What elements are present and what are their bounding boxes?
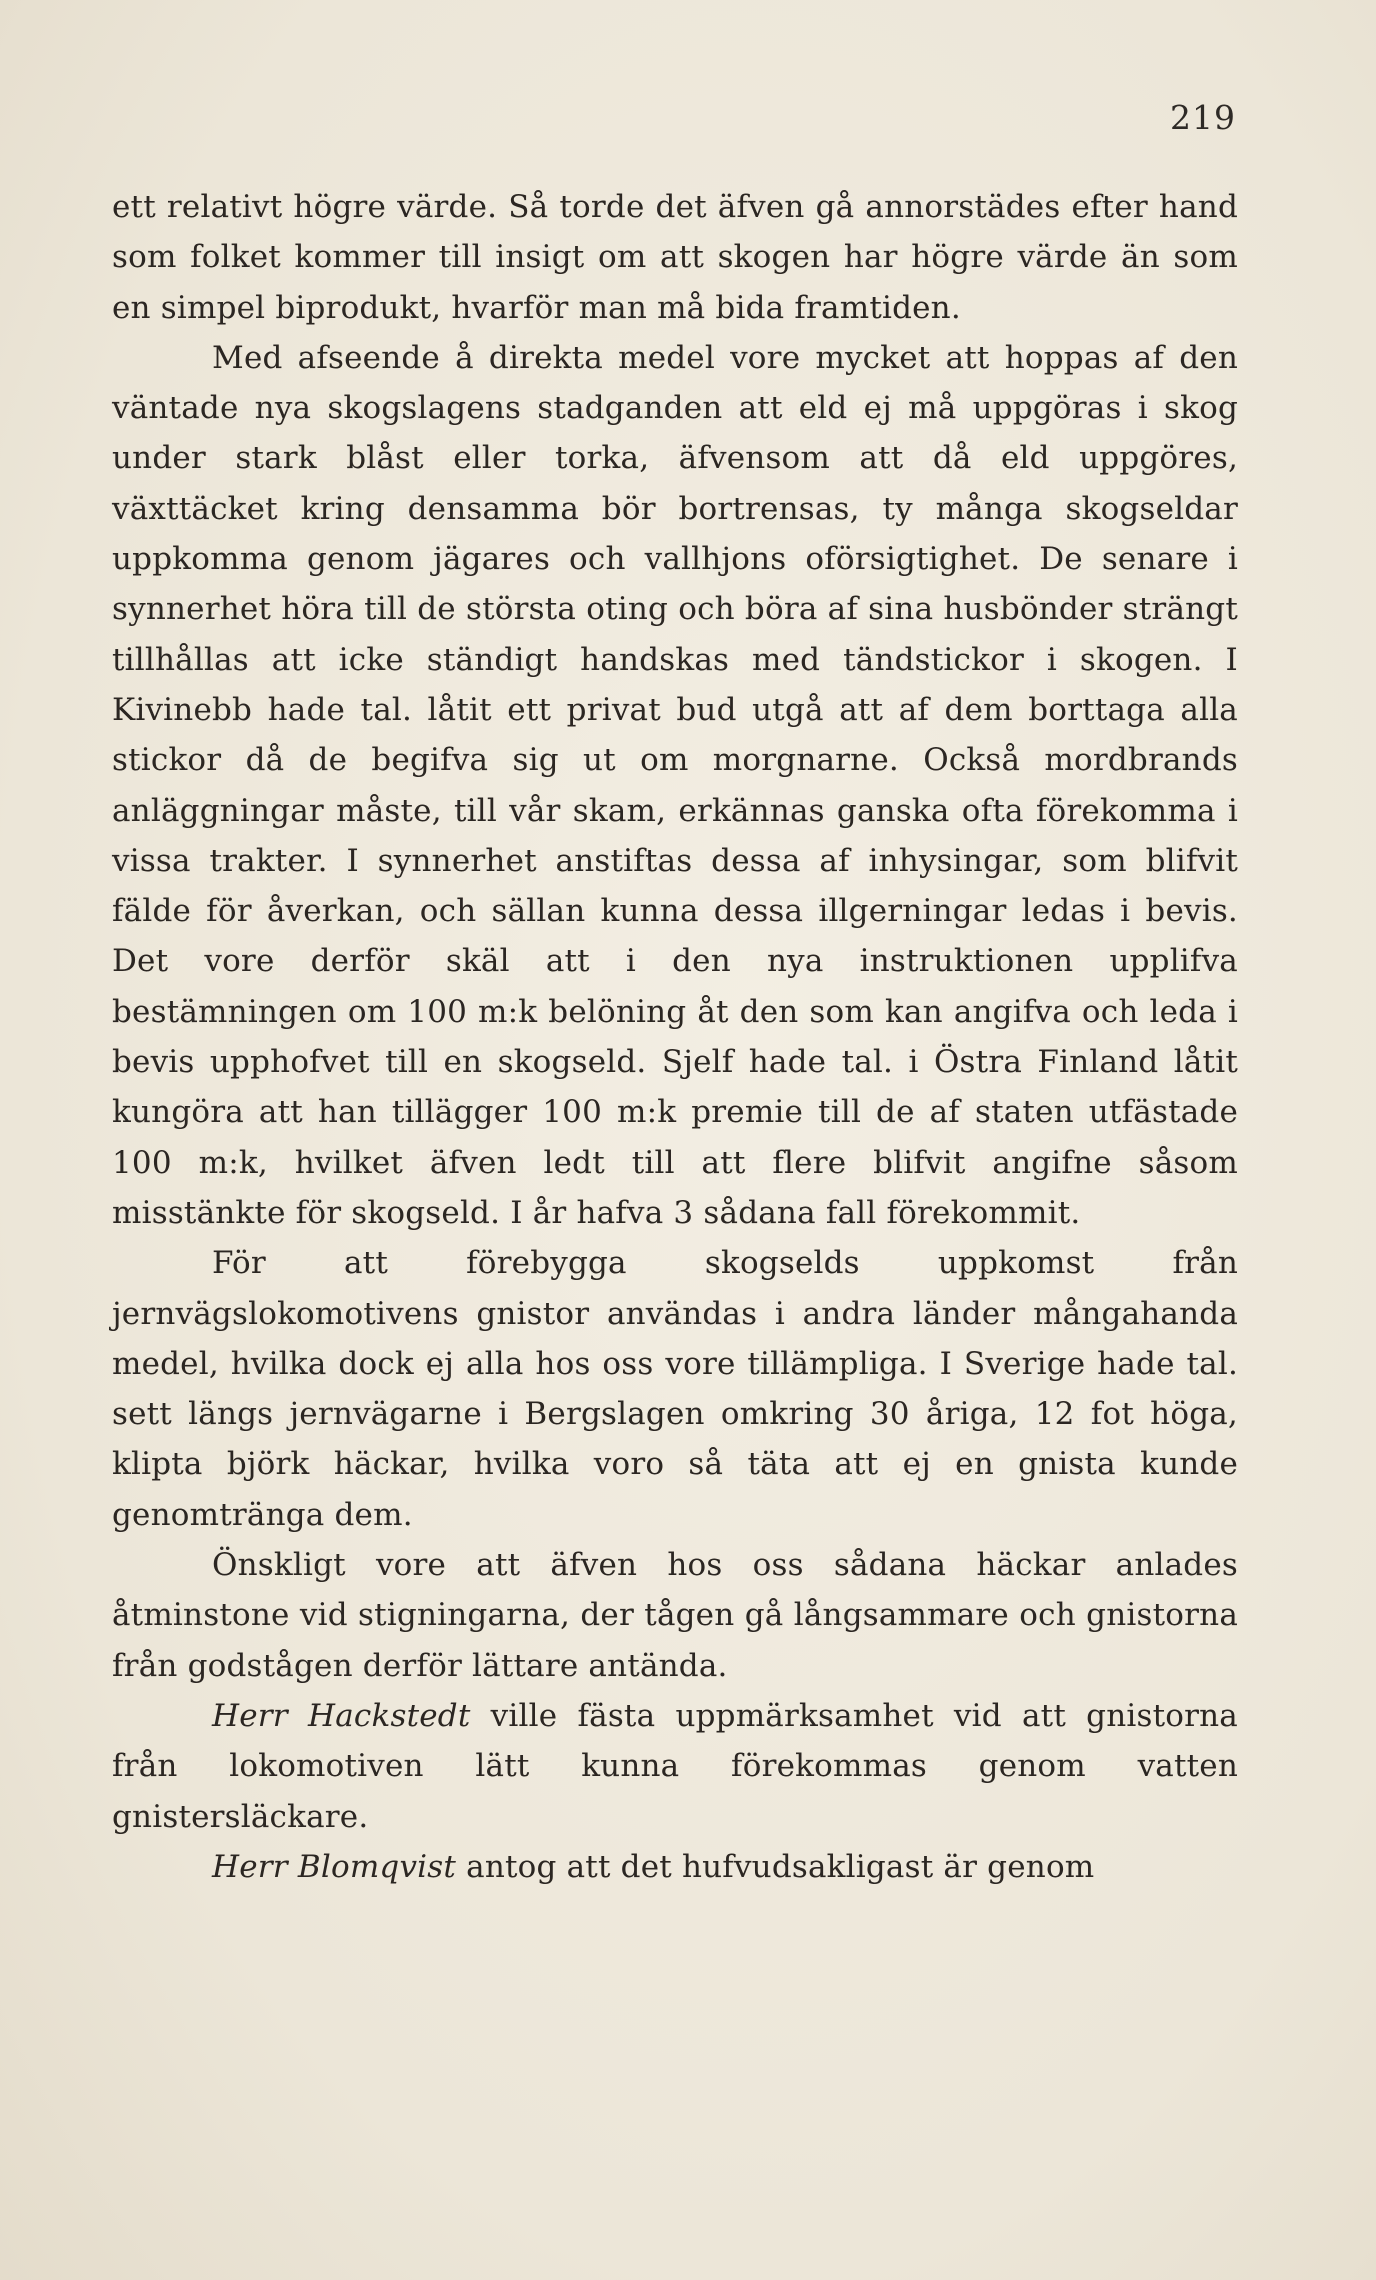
paragraph-locomotive-sparks: För att förebygga skogselds uppkomst från jernvägslokomotivens gnistor användas i andra länder mångahanda medel, hvilka dock ej alla hos oss vore tillämpliga. I Sverige hade tal. sett längs jernvägarne i Bergslagen omkring 30 åriga, 12 fot höga, klipta björk häckar, hvilka voro så täta att ej en gnista kunde genomtränga dem. (112, 1245, 1238, 1533)
speaker-name: Herr Hackstedt (212, 1697, 471, 1734)
paragraph-direct-measures: Med afseende å direkta medel vore mycket att hoppas af den väntade nya skogslagens stadganden att eld ej må uppgöras i skog under stark blåst eller torka, äfvensom att då eld uppgöres, växttäcket kring densamma bör bortrensas, ty många skogseldar uppkomma genom jägares och vallhjons oförsigtighet. De senare i synnerhet höra till de största oting och böra af sina husbönder strängt tillhållas att icke ständigt handskas med tändstickor i skogen. I Kivinebb hade tal. låtit ett privat bud utgå att af dem borttaga alla stickor då de begifva sig ut om morgnarne. Också mordbrands anläggningar måste, till vår skam, erkännas ganska ofta förekomma i vissa trakter. I synnerhet anstiftas dessa af inhysingar, som blifvit fälde för åverkan, och sällan kunna dessa illgerningar ledas i bevis. Det vore derför skäl att i den nya instruktionen upplifva bestämningen om 100 m:k belöning åt den som kan angifva och leda i bevis upphofvet till en skogseld. Sjelf hade tal. i Östra Finland låtit kungöra att han tillägger 100 m:k premie till de af staten utfästade 100 m:k, hvilket äfven ledt till att flere blifvit angifne såsom misstänkte för skogseld. I år hafva 3 sådana fall förekommit. (112, 339, 1238, 1231)
paragraph-continuation: ett relativt högre värde. Så torde det äfven gå annorstädes efter hand som folket kommer till insigt om att skogen har högre värde än som en simpel biprodukt, hvarför man må bida framtiden. (112, 189, 1238, 326)
paragraph-hackstedt (112, 1691, 1238, 1842)
page-number: 219 (1170, 98, 1236, 137)
paragraph-hedges: Önskligt vore att äfven hos oss sådana häckar anlades åtminstone vid stigningarna, der tågen gå långsammare och gnistorna från godstågen derför lättare antända. (112, 1547, 1238, 1684)
body-text (112, 182, 1238, 1892)
paragraph-text: antog att det hufvudsakligast är genom (456, 1848, 1095, 1885)
paragraph-blomqvist (112, 1842, 1238, 1892)
paragraph-text: ville fästa uppmärksamhet vid att gnistorna från lokomotiven lätt kunna förekommas genom vatten gnistersläckare. (112, 1697, 1238, 1835)
speaker-name: Herr Blomqvist (212, 1848, 457, 1885)
